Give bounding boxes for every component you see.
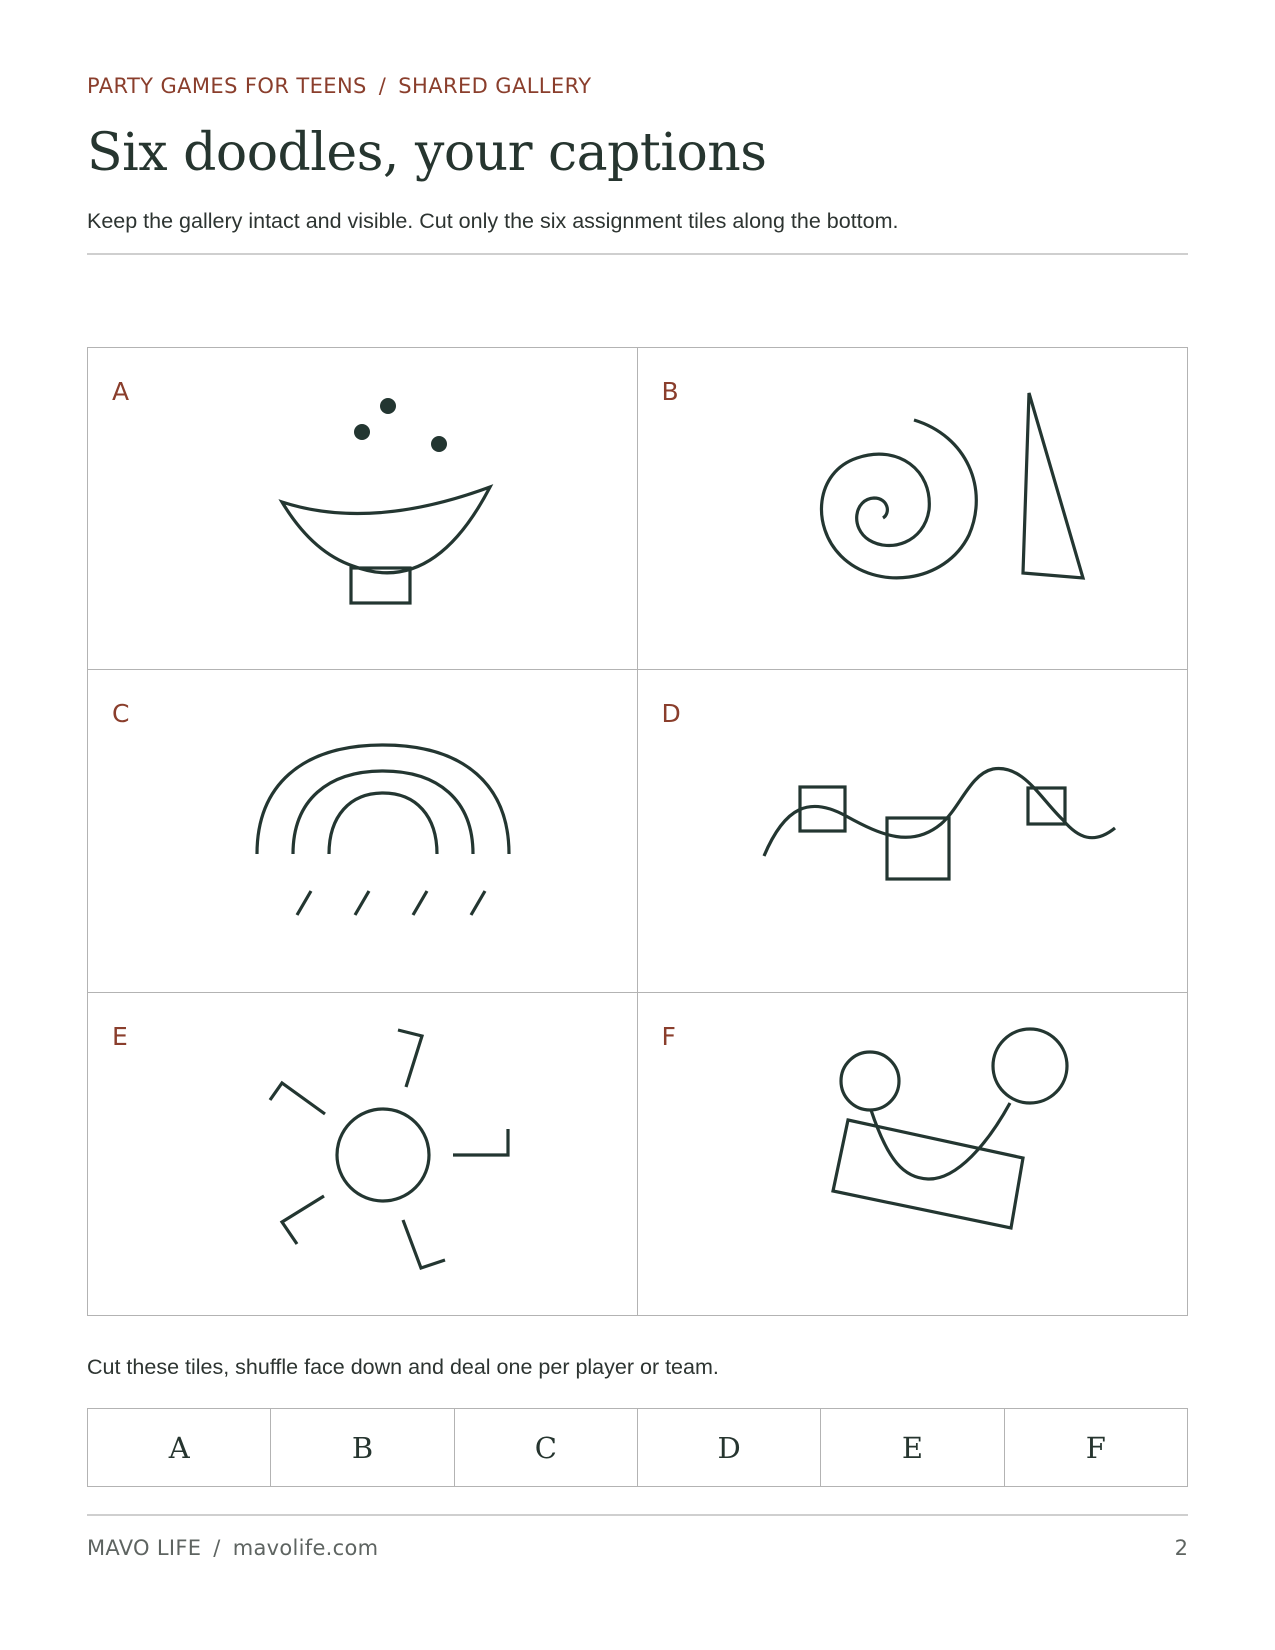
tiles-instruction: Cut these tiles, shuffle face down and deal one per player or team. <box>87 1355 719 1379</box>
footer-site-link[interactable]: mavolife.com <box>232 1536 379 1560</box>
gallery-cell-f <box>638 993 1188 1315</box>
footer-brand-name: MAVO LIFE <box>87 1536 202 1560</box>
wave-and-squares-doodle <box>638 670 1187 992</box>
spiral-and-triangle-doodle <box>638 348 1187 670</box>
gallery-cell-letter: B <box>661 377 679 406</box>
gallery-cell-letter: C <box>112 699 130 729</box>
page-subtitle: Keep the gallery intact and visible. Cut only the six assignment tiles along the bottom. <box>87 209 899 233</box>
page-title: Six doodles, your captions <box>87 123 767 183</box>
assignment-tile-f[interactable]: F <box>1085 1430 1106 1465</box>
gallery-cell-letter: E <box>112 1021 128 1051</box>
breadcrumb-current: SHARED GALLERY <box>398 74 592 98</box>
gallery-cell-e <box>88 993 638 1315</box>
assignment-tile-c[interactable]: C <box>455 1409 638 1486</box>
rainbow-rain-doodle <box>88 670 637 992</box>
breadcrumb-separator: / <box>378 74 387 98</box>
worksheet-page <box>87 0 1188 1650</box>
assignment-tile-e[interactable]: E <box>821 1409 1004 1486</box>
doodle-gallery <box>87 347 1188 1316</box>
footer-separator: / <box>213 1536 221 1560</box>
breadcrumb-section[interactable]: PARTY GAMES FOR TEENS <box>87 74 367 98</box>
circle-with-brackets-doodle <box>88 993 637 1315</box>
footer-brand <box>87 1536 378 1560</box>
gallery-cell-d <box>638 670 1188 992</box>
gallery-cell-a <box>88 348 638 670</box>
assignment-tiles <box>87 1408 1188 1487</box>
footer-divider <box>87 1514 1188 1516</box>
circles-and-rectangle-doodle <box>638 993 1187 1315</box>
breadcrumb <box>87 74 591 98</box>
gallery-cell-letter: F <box>661 1021 676 1051</box>
gallery-cell-c <box>88 670 638 992</box>
page-number: 2 <box>1174 1536 1188 1560</box>
assignment-tile-a[interactable]: A <box>88 1409 271 1486</box>
bowl-with-dots-doodle <box>88 348 637 670</box>
assignment-tile-b[interactable]: B <box>271 1409 454 1486</box>
assignment-tile-d[interactable]: D <box>638 1409 821 1486</box>
gallery-cell-letter: A <box>112 377 130 406</box>
header-divider <box>87 253 1188 255</box>
gallery-cell-b <box>638 348 1188 670</box>
gallery-cell-letter: D <box>661 699 681 729</box>
